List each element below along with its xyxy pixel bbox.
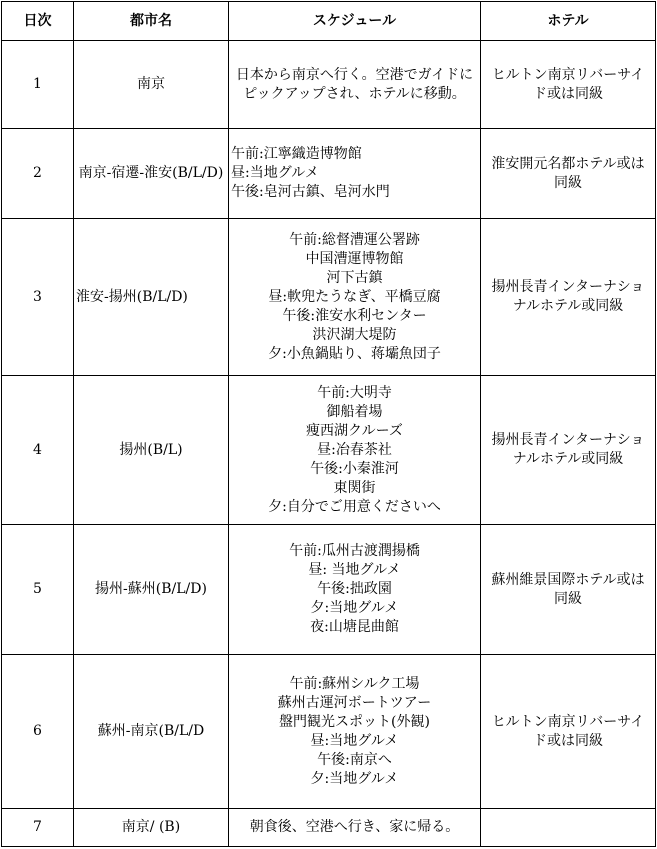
- hotel-cell: [481, 809, 656, 847]
- schedule-line: 御船着場: [326, 403, 383, 420]
- city-cell: 蘇州-南京(B/L/D: [74, 655, 229, 809]
- city-cell: 南京/ (B): [74, 809, 229, 847]
- table-row: [2, 129, 656, 219]
- schedule-line: 昼:軟兜たうなぎ、平橋豆腐: [268, 288, 441, 305]
- schedule-line: 蘇州古運河ボートツアー: [277, 694, 432, 711]
- schedule-line: 午前:大明寺: [317, 384, 392, 401]
- schedule-cell: [229, 219, 481, 376]
- table-row: [2, 376, 656, 525]
- table-row: [2, 525, 656, 655]
- header-schedule: スケジュール: [229, 2, 481, 41]
- schedule-line: 午前:瓜州古渡潤揚橋: [289, 543, 420, 559]
- schedule-cell: [229, 41, 481, 129]
- hotel-cell: 淮安開元名都ホテル或は同級: [481, 129, 656, 219]
- schedule-cell: [229, 655, 481, 809]
- schedule-line: 昼:当地グルメ: [310, 732, 399, 749]
- schedule-line: 夕:自分でご用意くださいへ: [268, 498, 441, 515]
- schedule-cell: [229, 809, 481, 847]
- schedule-line: 午後:淮安水利センター: [282, 307, 427, 324]
- header-day: 日次: [2, 2, 74, 41]
- hotel-cell: 揚州長青インターナショナルホテル或同級: [481, 219, 656, 376]
- city-text: 南京-宿遷-淮安(B/L/D): [78, 165, 224, 181]
- schedule-line: 昼:冶春茶社: [317, 441, 392, 458]
- schedule-line: 昼:当地グルメ: [231, 165, 319, 181]
- table-row: [2, 655, 656, 809]
- schedule-cell: [229, 376, 481, 525]
- day-cell: 2: [2, 129, 74, 219]
- city-cell: [74, 129, 229, 219]
- day-cell: 3: [2, 219, 74, 376]
- hotel-cell: ヒルトン南京リバーサイド或は同級: [481, 41, 656, 129]
- hotel-cell: 蘇州維景国際ホテル或は同級: [481, 525, 656, 655]
- schedule-line: 夕:当地グルメ: [310, 770, 399, 787]
- city-cell: 揚州(B/L): [74, 376, 229, 525]
- city-cell: 揚州-蘇州(B/L/D): [74, 525, 229, 655]
- schedule-line: 午後:皂河古鎮、皂河水門: [231, 184, 390, 200]
- hotel-cell: ヒルトン南京リバーサイド或は同級: [481, 655, 656, 809]
- schedule-line: 日本から南京へ行く。空港でガイドにピックアップされ、ホテルに移動。: [235, 66, 474, 102]
- schedule-line: 午前:総督漕運公署跡: [289, 231, 420, 248]
- table-row: [2, 219, 656, 376]
- schedule-line: 朝食後、空港へ行き、家に帰る。: [249, 819, 460, 835]
- hotel-cell: 揚州長青インターナショナルホテル或同級: [481, 376, 656, 525]
- header-city: 都市名: [74, 2, 229, 41]
- schedule-line: 中国漕運博物館: [305, 250, 404, 267]
- city-cell: 淮安-揚州(B/L/D): [74, 219, 229, 376]
- day-cell: 6: [2, 655, 74, 809]
- schedule-line: 東関街: [333, 479, 376, 496]
- schedule-line: 痩西湖クルーズ: [306, 422, 403, 439]
- schedule-line: 夕:当地グルメ: [310, 600, 399, 616]
- day-cell: 5: [2, 525, 74, 655]
- itinerary-table: [1, 1, 656, 847]
- day-cell: 1: [2, 41, 74, 129]
- schedule-cell: [229, 525, 481, 655]
- day-cell: 4: [2, 376, 74, 525]
- schedule-line: 昼: 当地グルメ: [308, 562, 401, 578]
- schedule-line: 午後:小秦淮河: [310, 460, 399, 477]
- city-cell: 南京: [74, 41, 229, 129]
- schedule-line: 午前:江寧織造博物館: [231, 146, 362, 162]
- schedule-cell: [229, 129, 481, 219]
- schedule-line: 洪沢湖大堤防: [312, 326, 397, 343]
- header-hotel: ホテル: [481, 2, 656, 41]
- table-row: [2, 41, 656, 129]
- schedule-line: 午後:拙政園: [317, 581, 392, 597]
- table-row: [2, 809, 656, 847]
- day-cell: 7: [2, 809, 74, 847]
- schedule-line: 盤門観光スポット(外観): [279, 713, 430, 730]
- schedule-line: 河下古鎮: [326, 269, 383, 286]
- schedule-line: 夕:小魚鍋貼り、蒋壩魚団子: [268, 345, 441, 362]
- header-row: [2, 2, 656, 41]
- schedule-line: 午前:蘇州シルク工場: [289, 675, 420, 692]
- schedule-line: 午後:南京へ: [317, 751, 392, 768]
- schedule-line: 夜:山塘昆曲館: [310, 619, 399, 635]
